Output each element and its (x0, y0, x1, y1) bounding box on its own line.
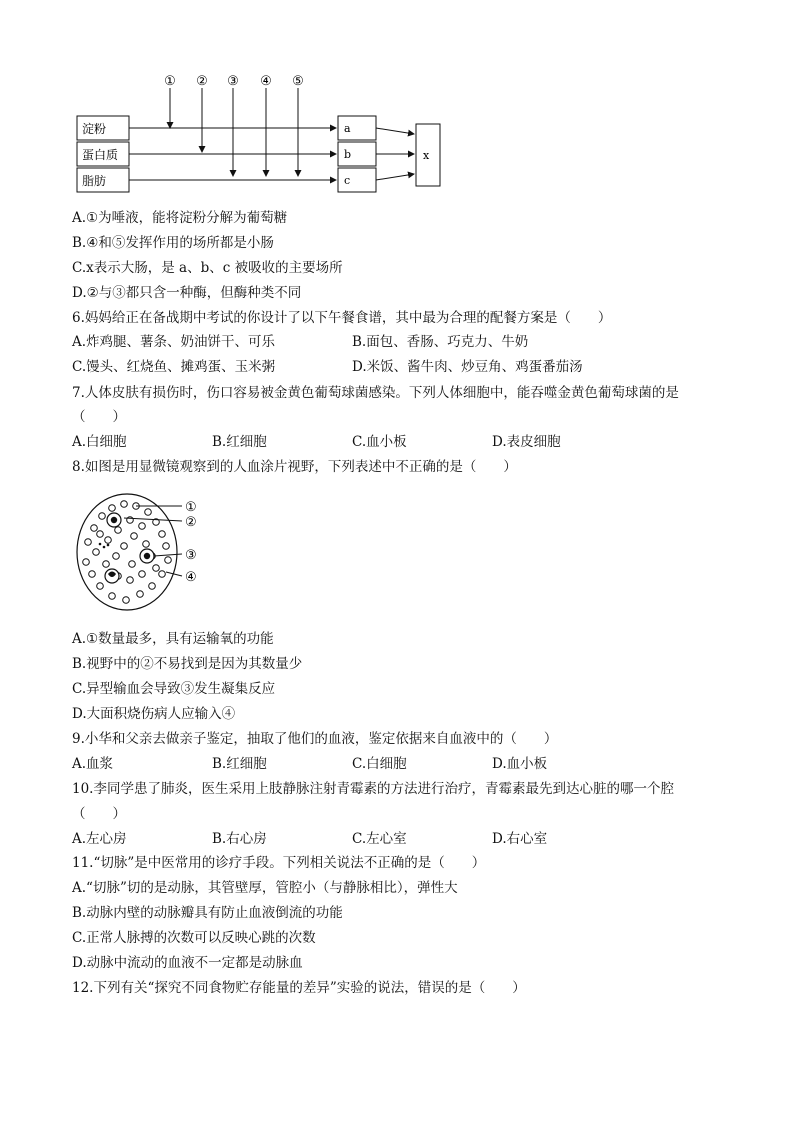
q10-option-b: B.右心房 (212, 831, 267, 847)
q8-option-d: D.大面积烧伤病人应输入④ (72, 706, 236, 722)
q11-option-a: A.“切脉”切的是动脉，其管壁厚，管腔小（与静脉相比），弹性大 (72, 880, 458, 896)
input-starch: 淀粉 (82, 122, 107, 136)
q7-stem-line2: （ ） (72, 409, 126, 425)
q8-option-c: C.异型输血会导致③发生凝集反应 (72, 681, 276, 697)
q11-option-d: D.动脉中流动的血液不一定都是动脉血 (72, 955, 303, 971)
input-fat: 脂肪 (82, 174, 107, 188)
q7-option-b: B.红细胞 (212, 434, 267, 450)
q7-option-c: C.血小板 (352, 434, 407, 450)
output-x: x (423, 149, 430, 162)
q8-option-b: B.视野中的②不易找到是因为其数量少 (72, 656, 303, 672)
q7-stem-line1: 7.人体皮肤有损伤时，伤口容易被金黄色葡萄球菌感染。下列人体细胞中，能吞噬金黄色葡萄球菌的是 (72, 385, 679, 401)
smear-label-1: ① (185, 500, 197, 515)
marker-3: ③ (227, 74, 239, 89)
marker-5: ⑤ (292, 74, 304, 89)
smear-label-2: ② (185, 515, 197, 530)
q10-options (72, 829, 732, 849)
input-protein: 蛋白质 (82, 148, 119, 162)
q6-option-c: C.馒头、红烧鱼、摊鸡蛋、玉米粥 (72, 359, 276, 375)
q9-option-b: B.红细胞 (212, 756, 267, 772)
q11-option-b: B.动脉内壁的动脉瓣具有防止血液倒流的功能 (72, 905, 343, 921)
q10-option-a: A.左心房 (72, 831, 127, 847)
q8-stem: 8.如图是用显微镜观察到的人血涂片视野，下列表述中不正确的是（ ） (72, 459, 517, 475)
q8-option-a: A.①数量最多，具有运输氧的功能 (72, 631, 274, 647)
q10-stem-line2: （ ） (72, 806, 126, 822)
blood-smear-diagram (72, 490, 212, 620)
q11-stem: 11.“切脉”是中医常用的诊疗手段。下列相关说法不正确的是（ ） (72, 855, 486, 871)
q5-option-a: A.①为唾液，能将淀粉分解为葡萄糖 (72, 210, 288, 226)
q5-option-c: C.x表示大肠，是 a、b、c 被吸收的主要场所 (72, 260, 343, 276)
q10-option-c: C.左心室 (352, 831, 407, 847)
q6-option-d: D.米饭、酱牛肉、炒豆角、鸡蛋番茄汤 (352, 359, 583, 375)
marker-4: ④ (260, 74, 272, 89)
q7-options (72, 432, 732, 452)
q9-options (72, 754, 732, 774)
smear-label-3: ③ (185, 548, 197, 563)
q10-option-d: D.右心室 (492, 831, 548, 847)
q9-option-d: D.血小板 (492, 756, 548, 772)
q10-stem-line1: 10.李同学患了肺炎，医生采用上肢静脉注射青霉素的方法进行治疗，青霉素最先到达心脏的哪一个腔 (72, 781, 674, 797)
q6-options-row1 (72, 332, 732, 352)
q6-stem: 6.妈妈给正在备战期中考试的你设计了以下午餐食谱，其中最为合理的配餐方案是（ ） (72, 310, 612, 326)
q7-option-a: A.白细胞 (72, 434, 127, 450)
q6-options-row2 (72, 357, 732, 377)
q6-option-b: B.面包、香肠、巧克力、牛奶 (352, 334, 529, 350)
q5-option-b: B.④和⑤发挥作用的场所都是小肠 (72, 235, 274, 251)
q6-option-a: A.炸鸡腿、薯条、奶油饼干、可乐 (72, 334, 276, 350)
q12-stem: 12.下列有关“探究不同食物贮存能量的差异”实验的说法，错误的是（ ） (72, 980, 526, 996)
q9-option-a: A.血浆 (72, 756, 114, 772)
q9-stem: 9.小华和父亲去做亲子鉴定，抽取了他们的血液，鉴定依据来自血液中的（ ） (72, 731, 558, 747)
q9-option-c: C.白细胞 (352, 756, 407, 772)
smear-label-4: ④ (185, 570, 197, 585)
output-c: c (344, 174, 351, 187)
q5-option-d: D.②与③都只含一种酶，但酶种类不同 (72, 285, 302, 301)
q11-option-c: C.正常人脉搏的次数可以反映心跳的次数 (72, 930, 316, 946)
q7-option-d: D.表皮细胞 (492, 434, 561, 450)
output-a: a (344, 122, 351, 135)
marker-2: ② (196, 74, 208, 89)
output-b: b (344, 148, 352, 161)
marker-1: ① (164, 74, 176, 89)
digestion-diagram (60, 68, 460, 196)
